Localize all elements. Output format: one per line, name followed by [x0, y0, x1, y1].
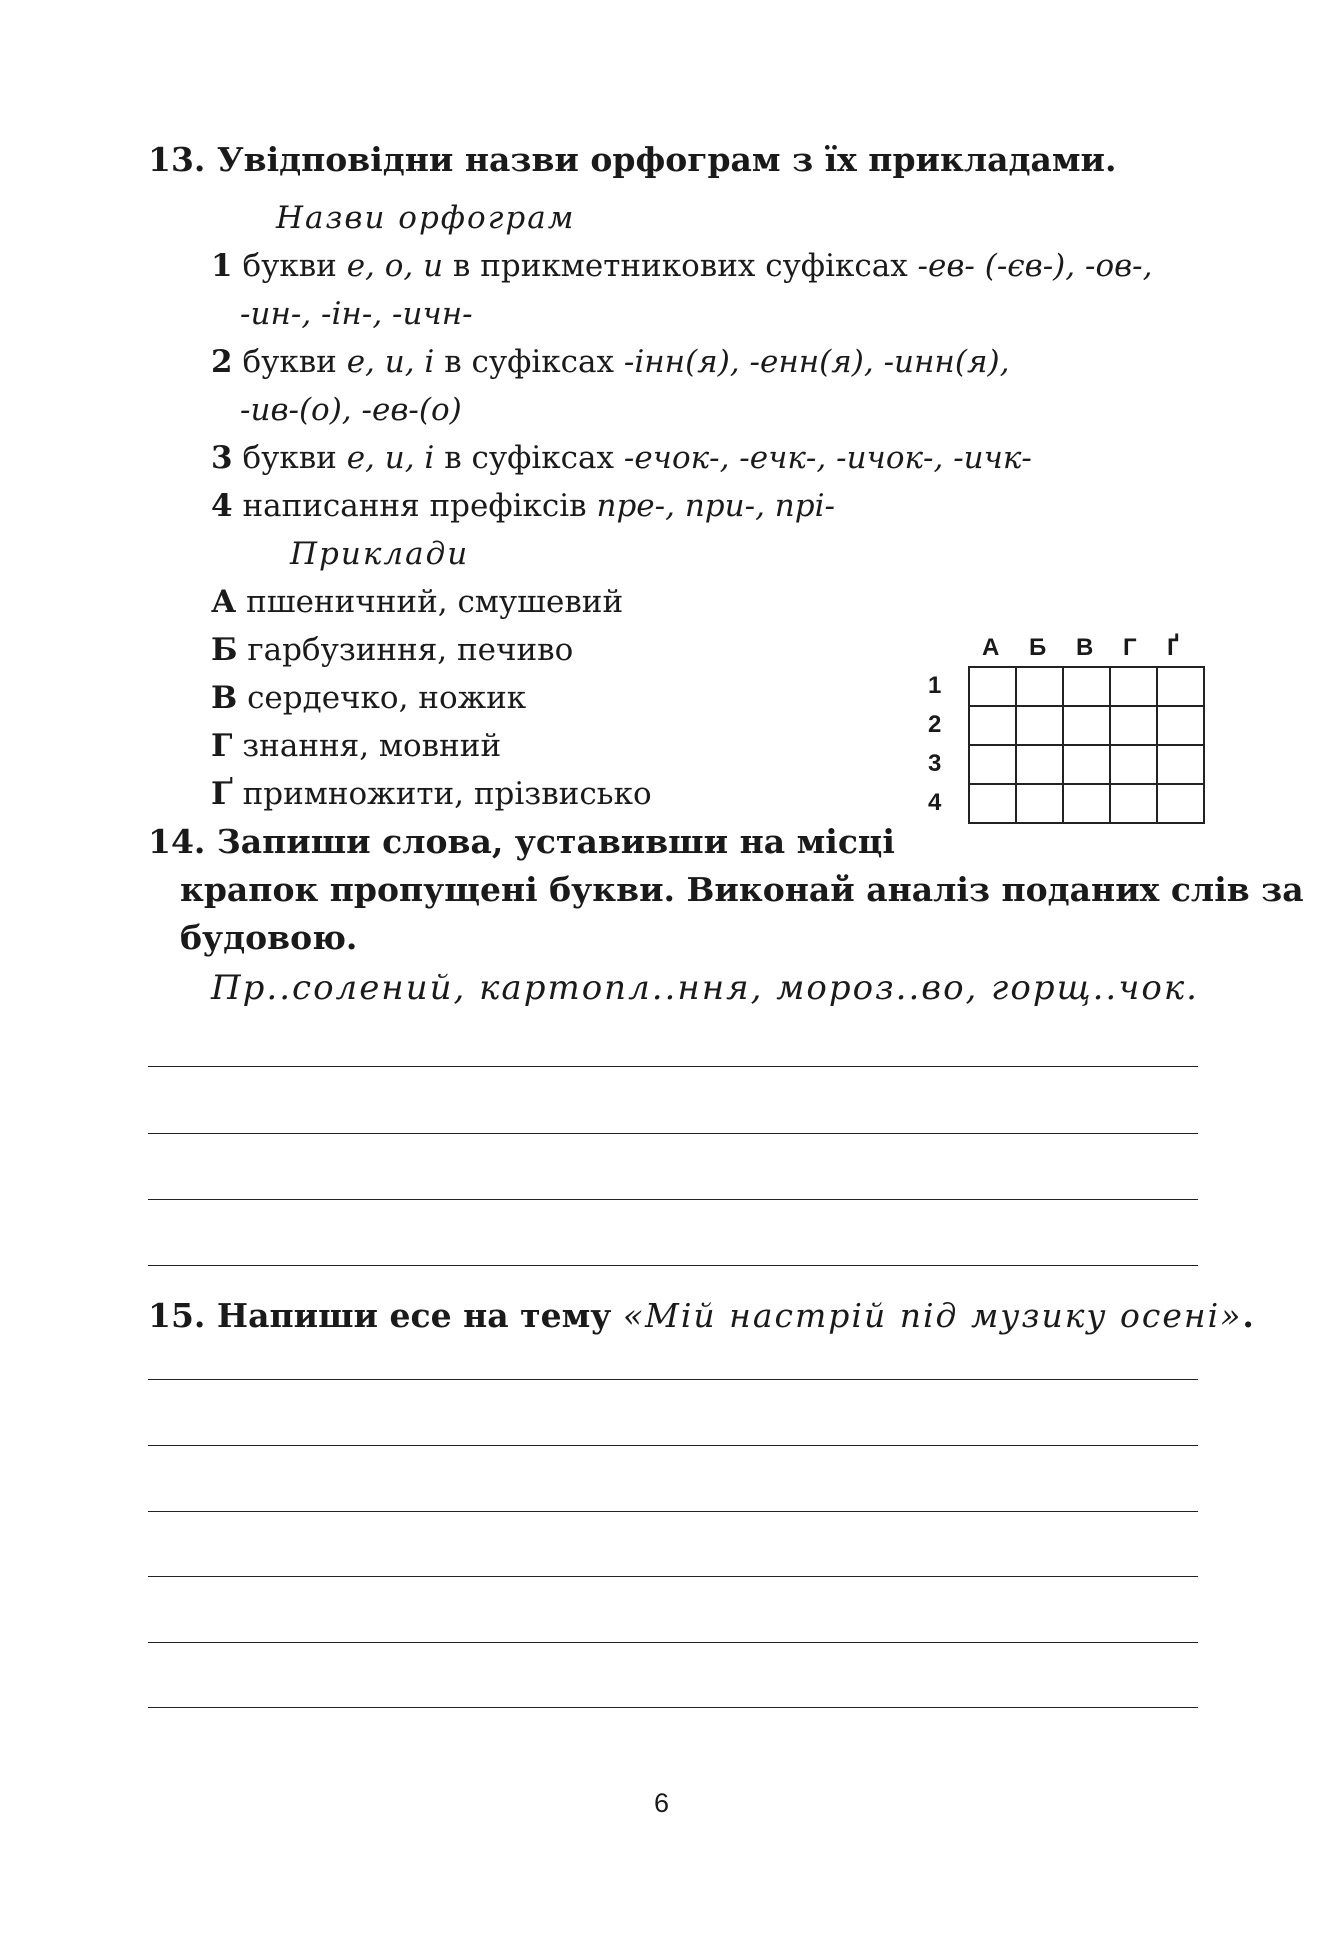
rule-suffixes: -ечок-, -ечк-, -ичок-, -ичк-: [623, 440, 1032, 476]
question-14-title-line-1: 14. Запиши слова, уставивши на місці: [148, 822, 895, 861]
answer-cell[interactable]: [1110, 784, 1157, 823]
answer-cell[interactable]: [969, 784, 1016, 823]
answer-cell[interactable]: [969, 745, 1016, 784]
grid-row-label: 2: [928, 711, 942, 738]
rule-text: написання префіксів: [242, 488, 597, 524]
example-letter: Ґ: [211, 776, 233, 812]
answer-cell[interactable]: [1016, 745, 1063, 784]
example-g: [211, 774, 652, 814]
example-letter: Г: [211, 728, 233, 764]
example-letter: В: [211, 680, 238, 716]
example-letter: Б: [211, 632, 238, 668]
answer-cell[interactable]: [1063, 667, 1110, 706]
rule-text: букви: [242, 440, 347, 476]
rule-text: в прикметникових суфіксах: [443, 248, 918, 284]
example-h: [211, 726, 501, 766]
grid-column-header: Ґ: [1167, 634, 1179, 661]
examples-heading: Приклади: [290, 536, 470, 572]
answer-cell[interactable]: [1110, 667, 1157, 706]
answer-cell[interactable]: [1157, 745, 1204, 784]
answer-cell[interactable]: [1063, 745, 1110, 784]
example-b: [211, 630, 573, 670]
grid-row: [969, 784, 1204, 823]
answer-grid: [968, 666, 1205, 824]
answer-cell[interactable]: [1157, 706, 1204, 745]
grid-row: [969, 667, 1204, 706]
answer-cell[interactable]: [1157, 667, 1204, 706]
rule-letters: е, о, и: [346, 248, 444, 284]
grid-column-header: А: [982, 634, 1000, 661]
page-number: 6: [653, 1788, 670, 1818]
answer-cell[interactable]: [1016, 784, 1063, 823]
example-text: примножити, прізвисько: [242, 776, 652, 812]
rule-prefixes: пре-, при-, прі-: [596, 488, 835, 524]
essay-line[interactable]: [148, 1576, 1198, 1577]
question-13-title: 13. Увідповідни назви орфограм з їх прикладами.: [148, 140, 1117, 179]
grid-column-header: Г: [1123, 634, 1137, 661]
rule-text: букви: [242, 344, 347, 380]
essay-line[interactable]: [148, 1379, 1198, 1380]
rule-suffixes: -ев- (-єв-), -ов-,: [917, 248, 1153, 284]
example-letter: А: [211, 584, 237, 620]
orthogram-names-heading: Назви орфограм: [276, 200, 576, 236]
answer-cell[interactable]: [969, 706, 1016, 745]
answer-cell[interactable]: [1063, 706, 1110, 745]
grid-row-label: 4: [928, 789, 942, 816]
example-a: [211, 582, 623, 622]
rule-number: 4: [211, 488, 233, 524]
answer-cell[interactable]: [1016, 667, 1063, 706]
rule-3: [211, 438, 1032, 478]
example-text: пшеничний, смушевий: [246, 584, 624, 620]
example-v: [211, 678, 526, 718]
rule-1-continuation: -ин-, -ін-, -ичн-: [240, 296, 473, 332]
grid-column-header: В: [1076, 634, 1094, 661]
question-15-title: [148, 1294, 1254, 1339]
rule-letters: е, и, і: [346, 344, 435, 380]
answer-line[interactable]: [148, 1199, 1198, 1200]
rule-suffixes: -інн(я), -енн(я), -инн(я),: [623, 344, 1010, 380]
essay-line[interactable]: [148, 1642, 1198, 1643]
rule-letters: е, и, і: [346, 440, 435, 476]
answer-cell[interactable]: [1016, 706, 1063, 745]
rule-4: [211, 486, 835, 526]
rule-number: 3: [211, 440, 233, 476]
question-15-suffix: .: [1242, 1296, 1254, 1335]
grid-row: [969, 745, 1204, 784]
example-text: сердечко, ножик: [247, 680, 527, 716]
answer-cell[interactable]: [969, 667, 1016, 706]
grid-column-header: Б: [1029, 634, 1047, 661]
essay-line[interactable]: [148, 1511, 1198, 1512]
answer-cell[interactable]: [1157, 784, 1204, 823]
essay-line[interactable]: [148, 1445, 1198, 1446]
question-14-words: Пр..солений, картопл..ння, мороз..во, горщ..чок.: [211, 968, 1199, 1008]
answer-line[interactable]: [148, 1265, 1198, 1266]
grid-row-label: 1: [928, 672, 942, 699]
answer-cell[interactable]: [1063, 784, 1110, 823]
rule-text: букви: [242, 248, 347, 284]
answer-cell[interactable]: [1110, 706, 1157, 745]
answer-cell[interactable]: [1110, 745, 1157, 784]
answer-line[interactable]: [148, 1133, 1198, 1134]
example-text: гарбузиння, печиво: [247, 632, 574, 668]
answer-line[interactable]: [148, 1066, 1198, 1067]
rule-number: 2: [211, 344, 233, 380]
example-text: знання, мовний: [242, 728, 502, 764]
rule-2-continuation: -ив-(о), -ев-(о): [240, 392, 462, 428]
rule-text: в суфіксах: [434, 344, 624, 380]
question-14-title-line-2: крапок пропущені букви. Виконай аналіз поданих слів за: [180, 870, 1304, 909]
grid-row-label: 3: [928, 750, 942, 777]
essay-line[interactable]: [148, 1707, 1198, 1708]
rule-number: 1: [211, 248, 233, 284]
question-14-title-line-3: будовою.: [180, 918, 358, 957]
essay-topic: «Мій настрій під музику осені»: [622, 1296, 1243, 1335]
rule-text: в суфіксах: [434, 440, 624, 476]
question-15-prefix: 15. Напиши есе на тему: [148, 1296, 623, 1335]
grid-row: [969, 706, 1204, 745]
rule-2: [211, 342, 1009, 382]
rule-1: [211, 246, 1153, 286]
